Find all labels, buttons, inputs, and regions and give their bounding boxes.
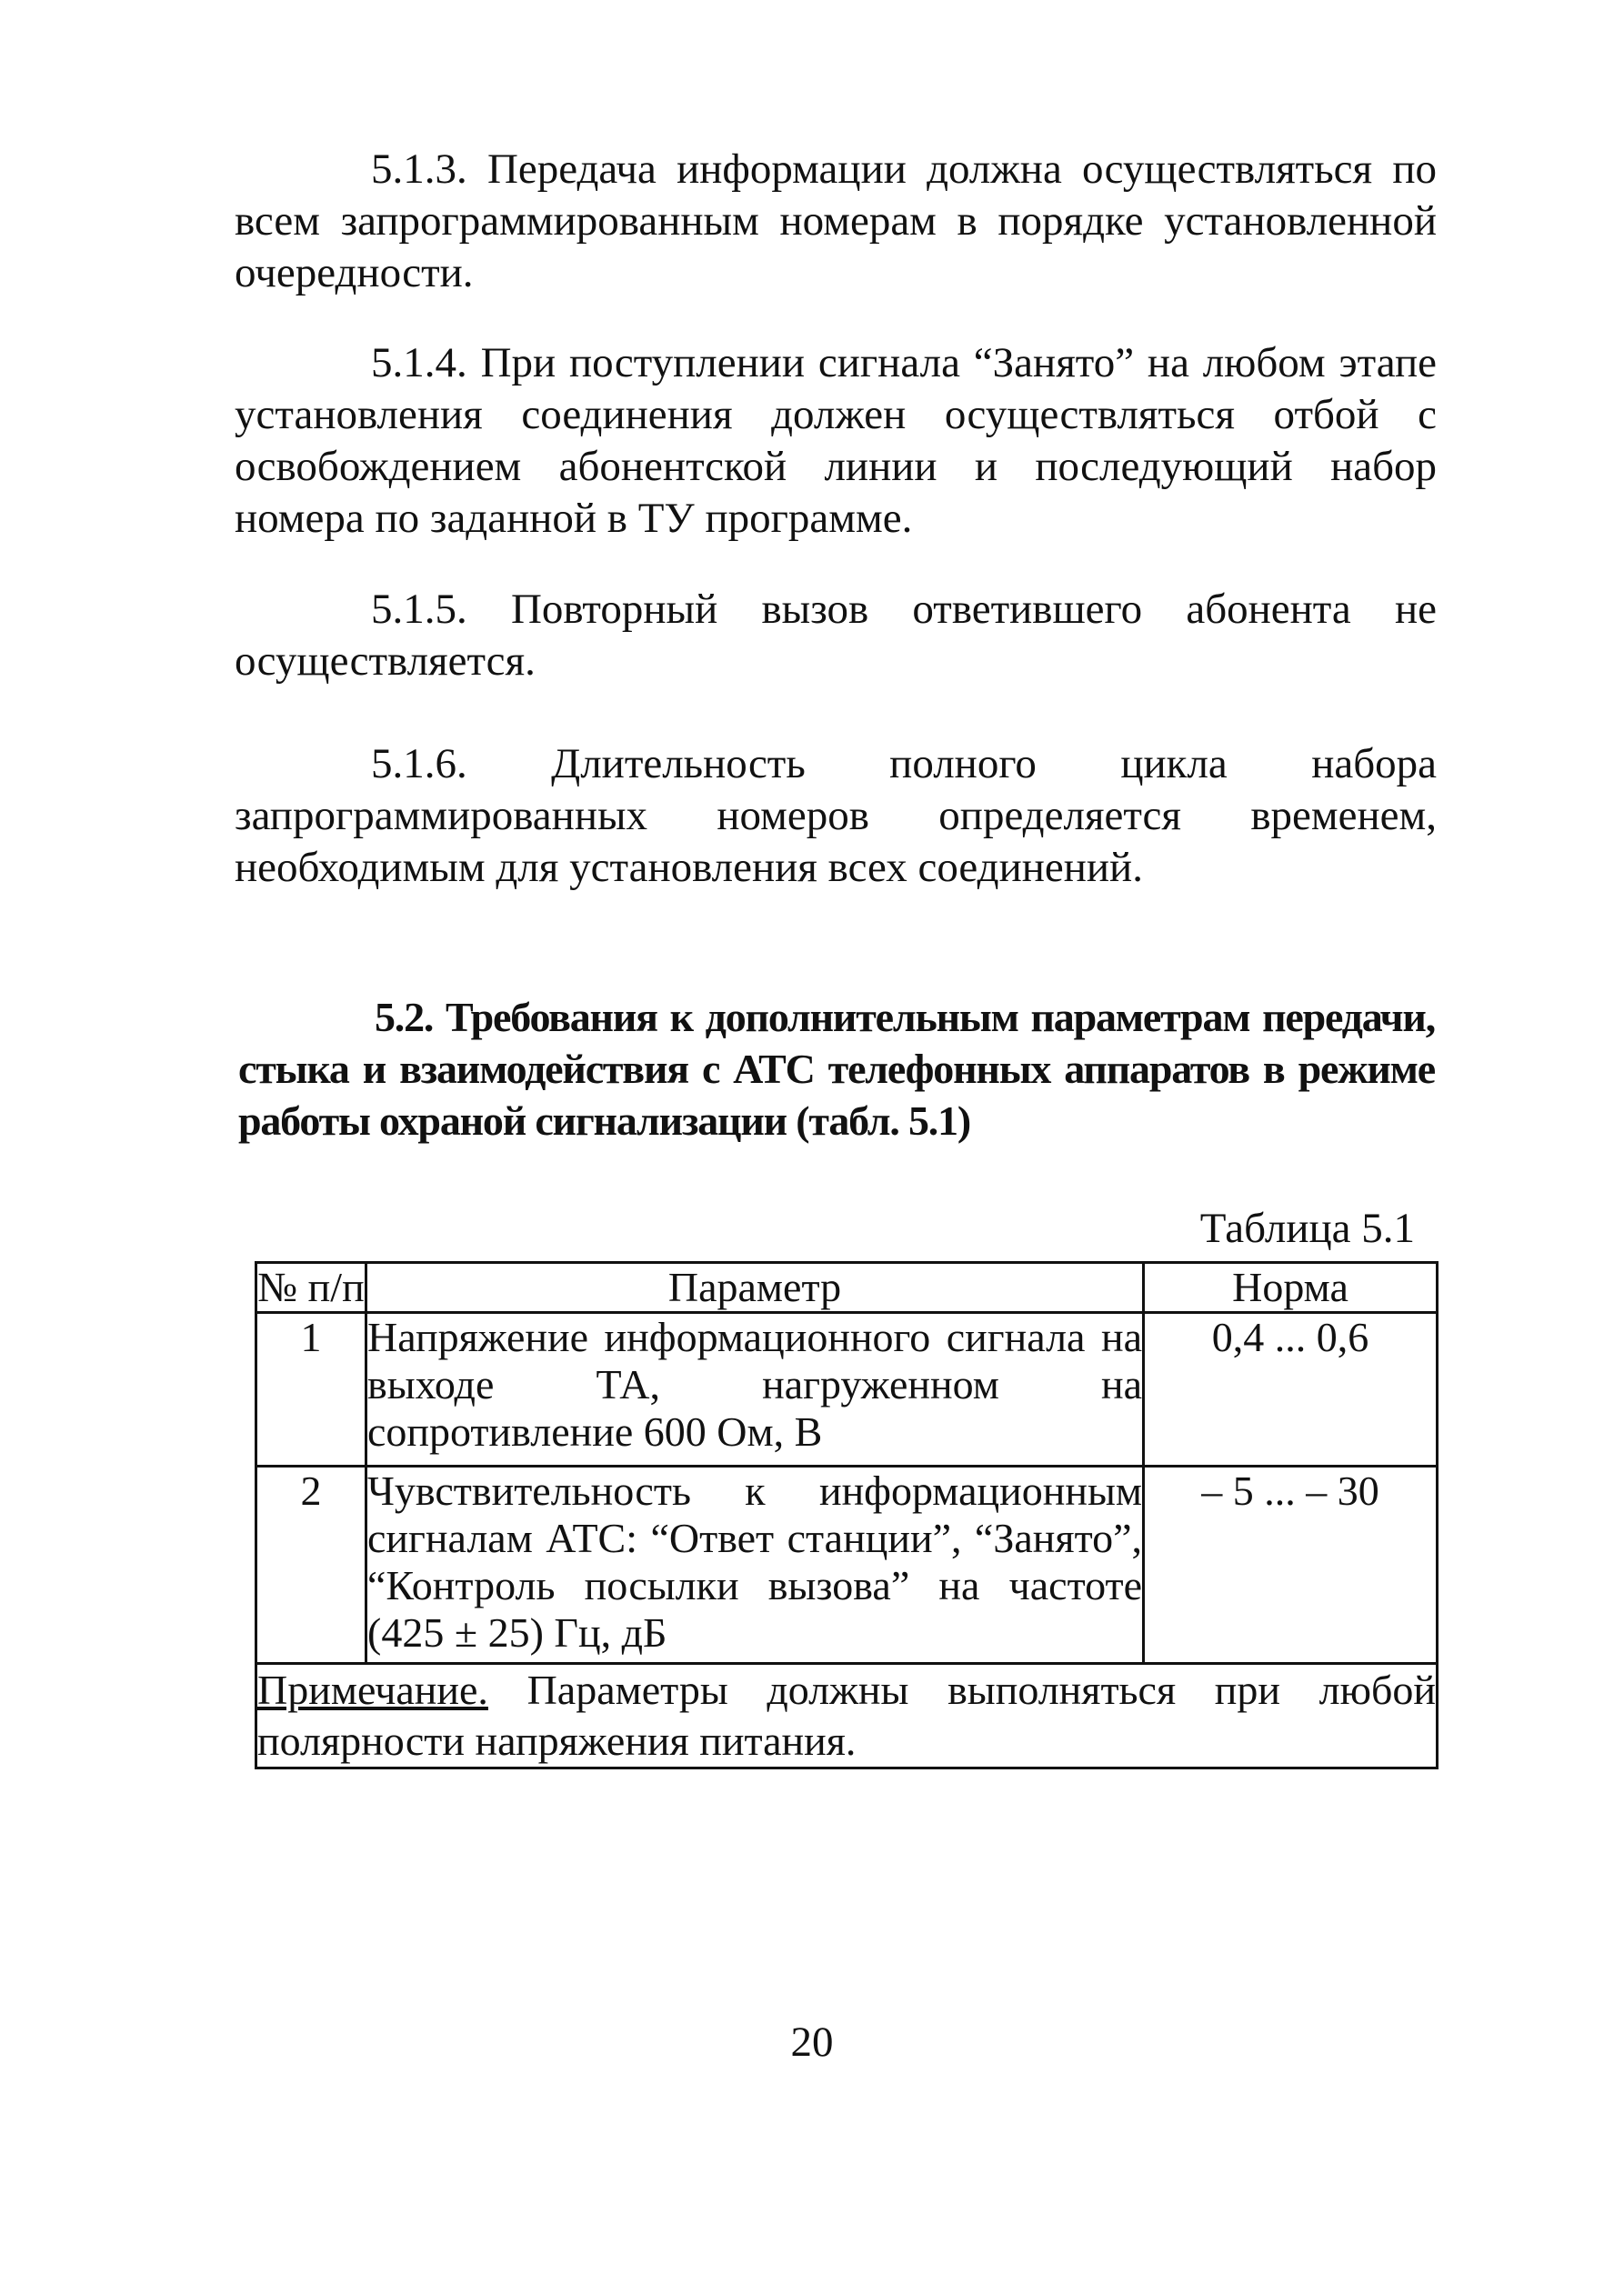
note-label: Примечание.: [257, 1667, 488, 1713]
table-note: [256, 1664, 1438, 1768]
table-row: [256, 1467, 1438, 1664]
header-norm: Норма: [1144, 1263, 1438, 1313]
header-num: № п/п: [256, 1263, 366, 1313]
table-header-row: [256, 1263, 1438, 1313]
row-param: Чувствительность к информационным сигналам АТС: “Ответ станции”, “Занято”, “Контроль посылки вызова” на частоте (425 ± 25) Гц, дБ: [366, 1467, 1144, 1664]
row-param: Напряжение информационного сигнала на выходе ТА, нагруженном на сопротивление 600 Ом, В: [366, 1313, 1144, 1467]
table-caption: Таблица 5.1: [1199, 1205, 1415, 1252]
paragraph-5-1-6: 5.1.6. Длительность полного цикла набора запрограммированных номеров определяется временем, необходимым для установления всех соединений.: [235, 740, 1437, 891]
paragraph-5-1-3: 5.1.3. Передача информации должна осуществляться по всем запрограммированным номерам в порядке установленной очередности.: [235, 145, 1437, 296]
row-num: 1: [256, 1313, 366, 1467]
row-num: 2: [256, 1467, 366, 1664]
table-row: [256, 1313, 1438, 1467]
paragraph-5-1-5: 5.1.5. Повторный вызов ответившего абонента не осуществляется.: [235, 586, 1437, 685]
note-text: Параметры должны выполняться при любой полярности напряжения питания.: [257, 1667, 1436, 1764]
section-heading-5-2: 5.2. Требования к дополнительным параметрам передачи, стыка и взаимодействия с АТС телефонных аппаратов в режиме работы охраной сигнализации (табл. 5.1): [238, 994, 1435, 1144]
header-param: Параметр: [366, 1263, 1144, 1313]
page-number: 20: [790, 2019, 834, 2066]
row-norm: – 5 ... – 30: [1144, 1467, 1438, 1664]
row-norm: 0,4 ... 0,6: [1144, 1313, 1438, 1467]
table-note-row: [256, 1664, 1438, 1768]
paragraph-5-1-4: 5.1.4. При поступлении сигнала “Занято” на любом этапе установления соединения должен осуществляться отбой с освобождением абонентской линии и последующий набор номера по заданной в ТУ программе.: [235, 339, 1437, 542]
parameters-table: [255, 1261, 1439, 1769]
